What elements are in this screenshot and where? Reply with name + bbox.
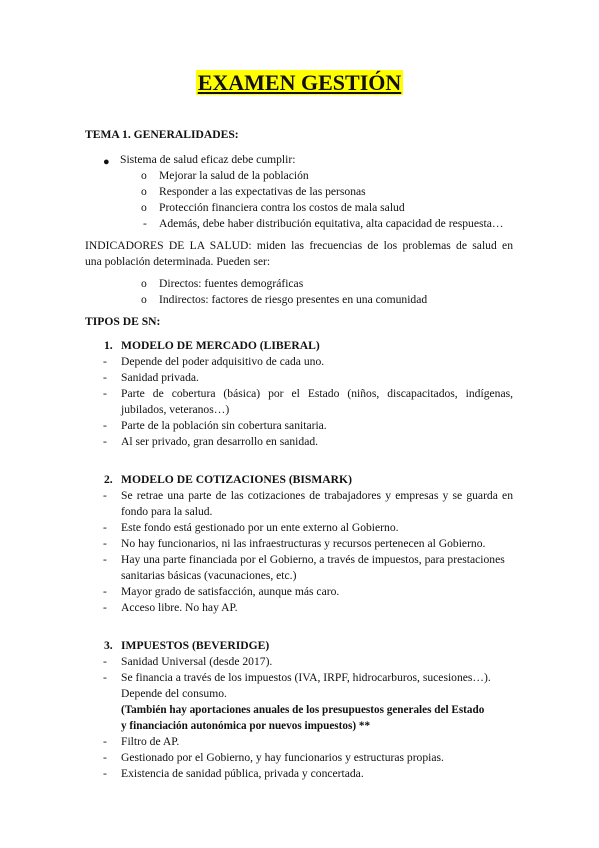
dash-marker: - [103,585,107,598]
dash-marker: - [103,671,107,684]
document-title: EXAMEN GESTIÓN [197,70,402,95]
dash-marker: - [103,419,107,432]
list-item: Existencia de sanidad pública, privada y concertada. [121,767,364,780]
modelo3-heading: IMPUESTOS (BEVERIDGE) [121,639,270,652]
dash-marker: - [103,767,107,780]
dash-marker: - [143,217,147,230]
list-item: Filtro de AP. [121,735,180,748]
sistema-intro: Sistema de salud eficaz debe cumplir: [120,153,296,166]
circle-marker: o [141,277,147,290]
list-item: Indirectos: factores de riesgo presentes en una comunidad [159,293,428,306]
list-item: Gestionado por el Gobierno, y hay funcionarios y estructuras propias. [121,751,444,764]
dash-marker: - [103,537,107,550]
list-item: Directos: fuentes demográficas [159,277,304,290]
list-item-continuation: Depende del consumo. [121,687,227,700]
section-heading-tipos: TIPOS DE SN: [85,315,161,328]
list-item: Acceso libre. No hay AP. [121,601,238,614]
dash-marker: - [103,371,107,384]
list-item-continuation: fondo para la salud. [121,505,213,518]
dash-marker: - [103,435,107,448]
indicadores-line-1: INDICADORES DE LA SALUD: miden las frecuencias de los problemas de salud en [85,239,513,252]
list-item: Se retrae una parte de las cotizaciones de trabajadores y empresas y se guarda en [121,489,513,502]
list-item-continuation: jubilados, veteranos…) [121,403,230,416]
list-item: Mayor grado de satisfacción, aunque más caro. [121,585,340,598]
list-item-continuation: sanitarias básicas (vacunaciones, etc.) [121,569,297,582]
modelo2-heading: MODELO DE COTIZACIONES (BISMARK) [121,473,352,486]
list-item: Este fondo está gestionado por un ente externo al Gobierno. [121,521,399,534]
list-item: Sanidad Universal (desde 2017). [121,655,273,668]
bullet-icon: ● [103,156,110,168]
dash-marker: - [103,355,107,368]
circle-marker: o [141,169,147,182]
dash-marker: - [103,521,107,534]
circle-marker: o [141,201,147,214]
list-item: Se financia a través de los impuestos (IVA, IRPF, hidrocarburos, sucesiones…). [121,671,491,684]
list-item: Parte de cobertura (básica) por el Estado (niños, discapacitados, indígenas, [121,387,513,400]
dash-marker: - [103,553,107,566]
indicadores-line-2: una población determinada. Pueden ser: [85,255,271,268]
dash-marker: - [103,387,107,400]
document-title-container [0,70,599,96]
dash-marker: - [103,655,107,668]
list-item: Hay una parte financiada por el Gobierno, a través de impuestos, para prestaciones [121,553,505,566]
list-item: Mejorar la salud de la población [159,169,309,182]
list-item: Protección financiera contra los costos de mala salud [159,201,405,214]
bold-note-line-2: y financiación autonómica por nuevos impuestos) ** [121,720,371,732]
list-item: Al ser privado, gran desarrollo en sanidad. [121,435,319,448]
dash-marker: - [103,601,107,614]
modelo1-heading: MODELO DE MERCADO (LIBERAL) [121,339,320,352]
dash-marker: - [103,735,107,748]
list-item: No hay funcionarios, ni las infraestructuras y recursos pertenecen al Gobierno. [121,537,486,550]
modelo1-number: 1. [104,339,113,352]
dash-marker: - [103,751,107,764]
list-item: Responder a las expectativas de las personas [159,185,366,198]
list-item: Además, debe haber distribución equitativa, alta capacidad de respuesta… [159,217,504,230]
list-item: Parte de la población sin cobertura sanitaria. [121,419,327,432]
bold-note-line-1: (También hay aportaciones anuales de los presupuestos generales del Estado [121,704,485,716]
list-item: Depende del poder adquisitivo de cada uno. [121,355,325,368]
section-heading-tema1: TEMA 1. GENERALIDADES: [85,128,239,141]
circle-marker: o [141,293,147,306]
circle-marker: o [141,185,147,198]
dash-marker: - [103,489,107,502]
list-item: Sanidad privada. [121,371,199,384]
modelo3-number: 3. [104,639,113,652]
modelo2-number: 2. [104,473,113,486]
